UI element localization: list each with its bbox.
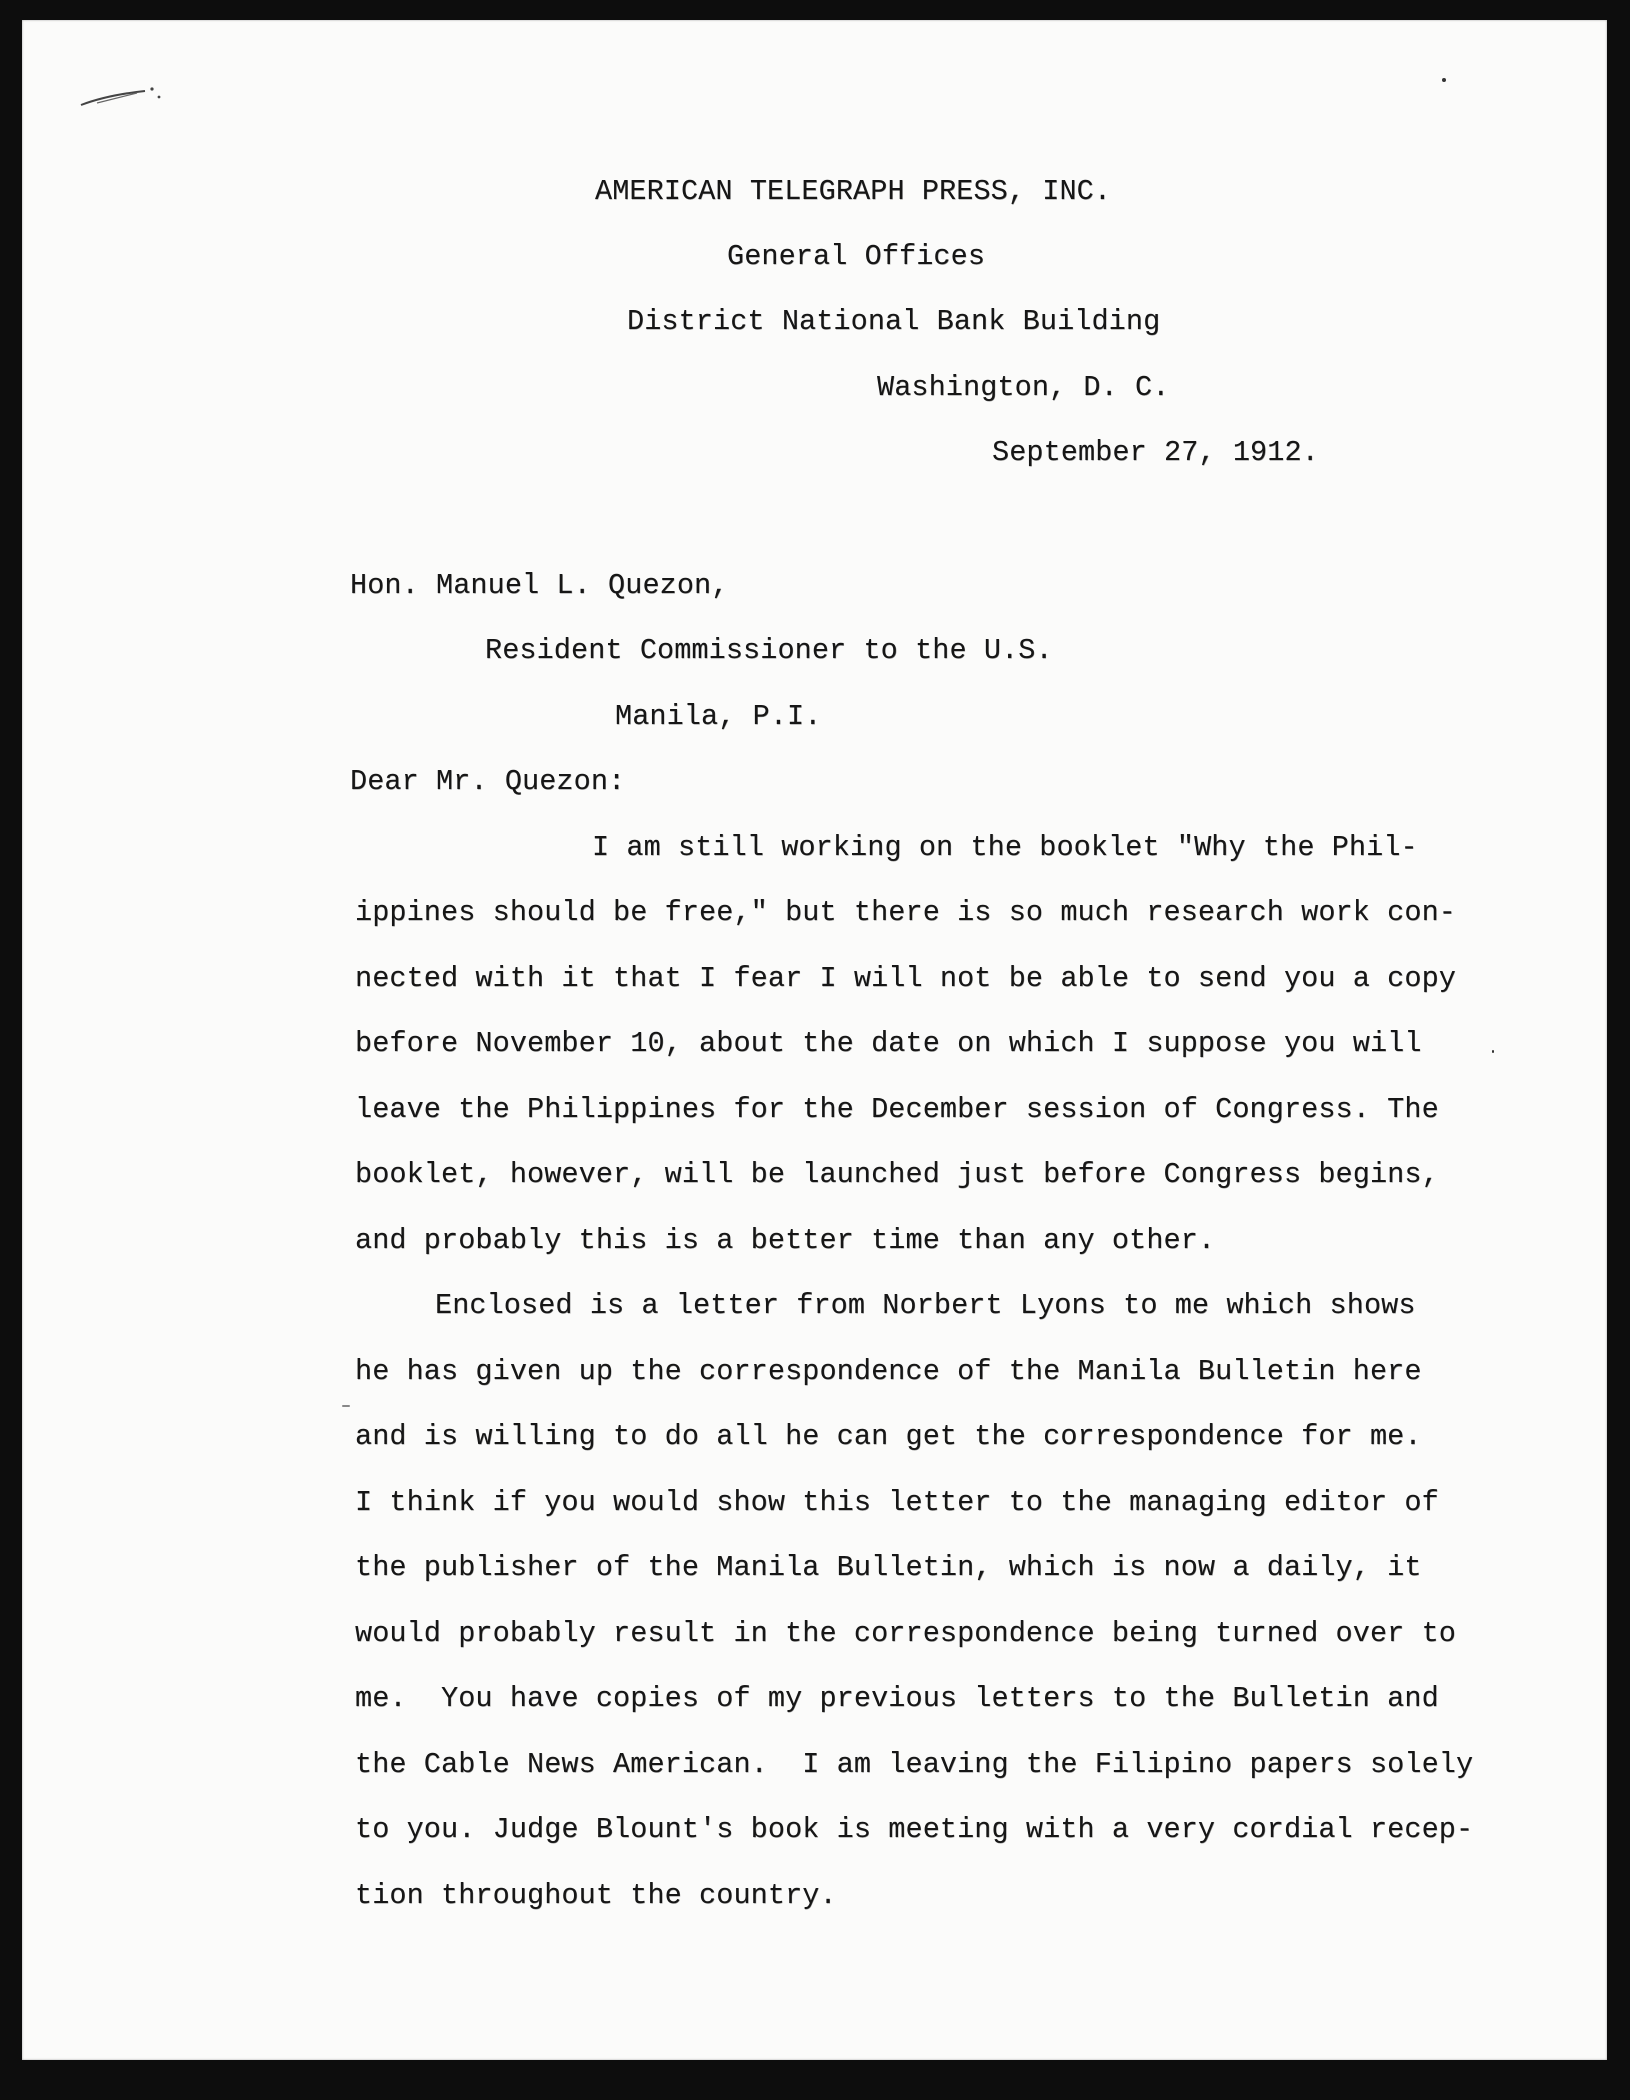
paragraph2-line: he has given up the correspondence of the Manila Bulletin here — [355, 1355, 1422, 1388]
paragraph1-line: leave the Philippines for the December session of Congress. The — [355, 1093, 1439, 1126]
paragraph2-line: me. You have copies of my previous letters to the Bulletin and — [355, 1682, 1439, 1715]
paragraph2-line: to you. Judge Blount's book is meeting with a very cordial recep- — [355, 1813, 1474, 1846]
paper-speck — [1442, 78, 1446, 82]
paragraph2-line: the Cable News American. I am leaving the Filipino papers solely — [355, 1748, 1474, 1781]
letter-page — [22, 20, 1607, 2060]
paragraph1-line: nected with it that I fear I will not be able to send you a copy — [355, 962, 1456, 995]
paragraph1-line: booklet, however, will be launched just before Congress begins, — [355, 1158, 1439, 1191]
company-name: AMERICAN TELEGRAPH PRESS, INC. — [595, 175, 1112, 208]
paragraph2-line: tion throughout the country. — [355, 1879, 837, 1912]
paragraph2-line: I think if you would show this letter to the managing editor of — [355, 1486, 1439, 1519]
paragraph1-line: and probably this is a better time than any other. — [355, 1224, 1216, 1257]
pen-mark — [77, 75, 167, 115]
paragraph2-line: would probably result in the correspondence being turned over to — [355, 1617, 1456, 1650]
paragraph2-line: and is willing to do all he can get the correspondence for me. — [355, 1420, 1422, 1453]
salutation: Dear Mr. Quezon: — [350, 765, 626, 798]
recipient-name: Hon. Manuel L. Quezon, — [350, 569, 729, 602]
letter-date: September 27, 1912. — [992, 436, 1319, 469]
building-name: District National Bank Building — [627, 305, 1161, 338]
paragraph1-line: I am still working on the booklet "Why the Phil- — [592, 831, 1418, 864]
paper-speck — [1492, 1050, 1494, 1053]
city: Washington, D. C. — [877, 371, 1170, 404]
recipient-location: Manila, P.I. — [615, 700, 822, 733]
paper-speck — [342, 1405, 350, 1407]
paragraph2-line: the publisher of the Manila Bulletin, which is now a daily, it — [355, 1551, 1422, 1584]
general-offices: General Offices — [727, 240, 986, 273]
paragraph2-line: Enclosed is a letter from Norbert Lyons to me which shows — [435, 1289, 1416, 1322]
paragraph1-line: before November 10, about the date on which I suppose you will — [355, 1027, 1422, 1060]
recipient-title: Resident Commissioner to the U.S. — [485, 634, 1053, 667]
paragraph1-line: ippines should be free," but there is so much research work con- — [355, 896, 1456, 929]
